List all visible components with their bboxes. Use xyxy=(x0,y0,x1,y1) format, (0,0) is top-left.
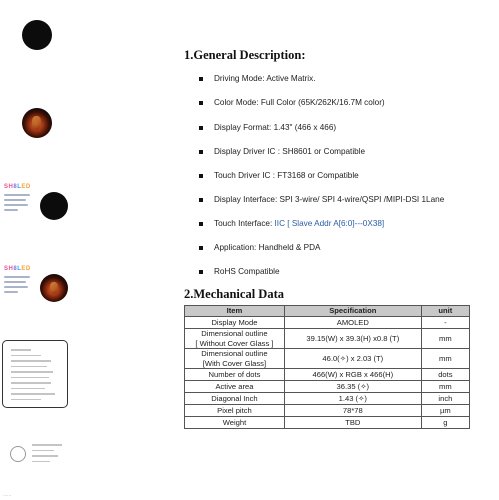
page-thumbnail-2[interactable] xyxy=(4,96,70,150)
table-row xyxy=(185,329,470,349)
text-preview xyxy=(32,444,66,466)
section-heading-mechanical: 2.Mechanical Data xyxy=(184,287,284,301)
cell-item: Diagonal Inch xyxy=(185,393,285,405)
page-thumbnail-6[interactable] xyxy=(4,432,70,482)
list-item: Color Mode: Full Color (65K/262K/16.7M color) xyxy=(214,98,385,107)
cell-unit: dots xyxy=(421,369,469,381)
cell-spec: AMOLED xyxy=(284,317,421,329)
cell-spec: 1.43 (✧) xyxy=(284,393,421,405)
cell-unit: mm xyxy=(421,381,469,393)
page-thumbnail-4[interactable] xyxy=(4,262,70,314)
cell-unit: µm xyxy=(421,405,469,417)
page-indicator: ...... xyxy=(3,492,12,498)
table-row xyxy=(185,369,470,381)
round-display-image xyxy=(22,20,52,50)
cell-item: Pixel pitch xyxy=(185,405,285,417)
table-row xyxy=(185,393,470,405)
cell-spec: 466(W) x RGB x 466(H) xyxy=(284,369,421,381)
cell-item: Active area xyxy=(185,381,285,393)
cell-spec: 46.0(✧) x 2.03 (T) xyxy=(284,349,421,369)
list-item: Display Interface: SPI 3-wire/ SPI 4-wire/QSPI /MIPI-DSI 1Lane xyxy=(214,195,445,204)
text-preview xyxy=(4,276,32,296)
brand-logo: SH8LED xyxy=(4,266,31,272)
round-display-image xyxy=(40,274,68,302)
cell-spec: TBD xyxy=(284,417,421,429)
cell-unit: mm xyxy=(421,329,469,349)
column-header-specification: Specification xyxy=(284,306,421,317)
table-row xyxy=(185,317,470,329)
page-thumbnail-5-selected[interactable] xyxy=(2,340,68,408)
cell-unit: inch xyxy=(421,393,469,405)
list-item: Display Driver IC : SH8601 or Compatible xyxy=(214,147,366,156)
column-header-item: Item xyxy=(185,306,285,317)
list-item: Driving Mode: Active Matrix. xyxy=(214,74,316,83)
cell-unit: - xyxy=(421,317,469,329)
table-row xyxy=(185,405,470,417)
list-item: Touch Driver IC : FT3168 or Compatible xyxy=(214,171,359,180)
cell-spec: 36.35 (✧) xyxy=(284,381,421,393)
cell-spec: 39.15(W) x 39.3(H) x0.8 (T) xyxy=(284,329,421,349)
page-thumbnail-1[interactable] xyxy=(4,8,70,62)
cell-item: Display Mode xyxy=(185,317,285,329)
touch-address-text: IIC [ Slave Addr A[6:0]---0X38] xyxy=(274,219,385,228)
mechanical-data-table xyxy=(184,305,470,429)
list-item: Application: Handheld & PDA xyxy=(214,243,321,252)
list-item: Display Format: 1.43" (466 x 466) xyxy=(214,123,337,132)
page-thumbnail-3[interactable] xyxy=(4,180,70,232)
cell-item: Number of dots xyxy=(185,369,285,381)
brand-logo: SH8LED xyxy=(4,184,31,190)
text-preview xyxy=(4,194,32,214)
page-thumbnail-sidebar xyxy=(0,0,76,500)
table-header-row xyxy=(185,306,470,317)
list-item: RoHS Compatible xyxy=(214,267,280,276)
section-heading-general: 1.General Description: xyxy=(184,48,306,62)
round-display-image xyxy=(40,192,68,220)
cell-item: Dimensional outline [ Without Cover Glass ] xyxy=(185,329,285,349)
column-header-unit: unit xyxy=(421,306,469,317)
text-preview xyxy=(11,349,57,404)
cell-item: Weight xyxy=(185,417,285,429)
cell-spec: 78*78 xyxy=(284,405,421,417)
table-row xyxy=(185,381,470,393)
cell-item: Dimensional outline [With Cover Glass] xyxy=(185,349,285,369)
round-display-image xyxy=(22,108,52,138)
table-row xyxy=(185,349,470,369)
table-row xyxy=(185,417,470,429)
drawing-preview xyxy=(10,446,26,462)
list-item: Touch Interface: IIC [ Slave Addr A[6:0]---0X38] xyxy=(214,219,385,228)
cell-unit: g xyxy=(421,417,469,429)
cell-unit: mm xyxy=(421,349,469,369)
